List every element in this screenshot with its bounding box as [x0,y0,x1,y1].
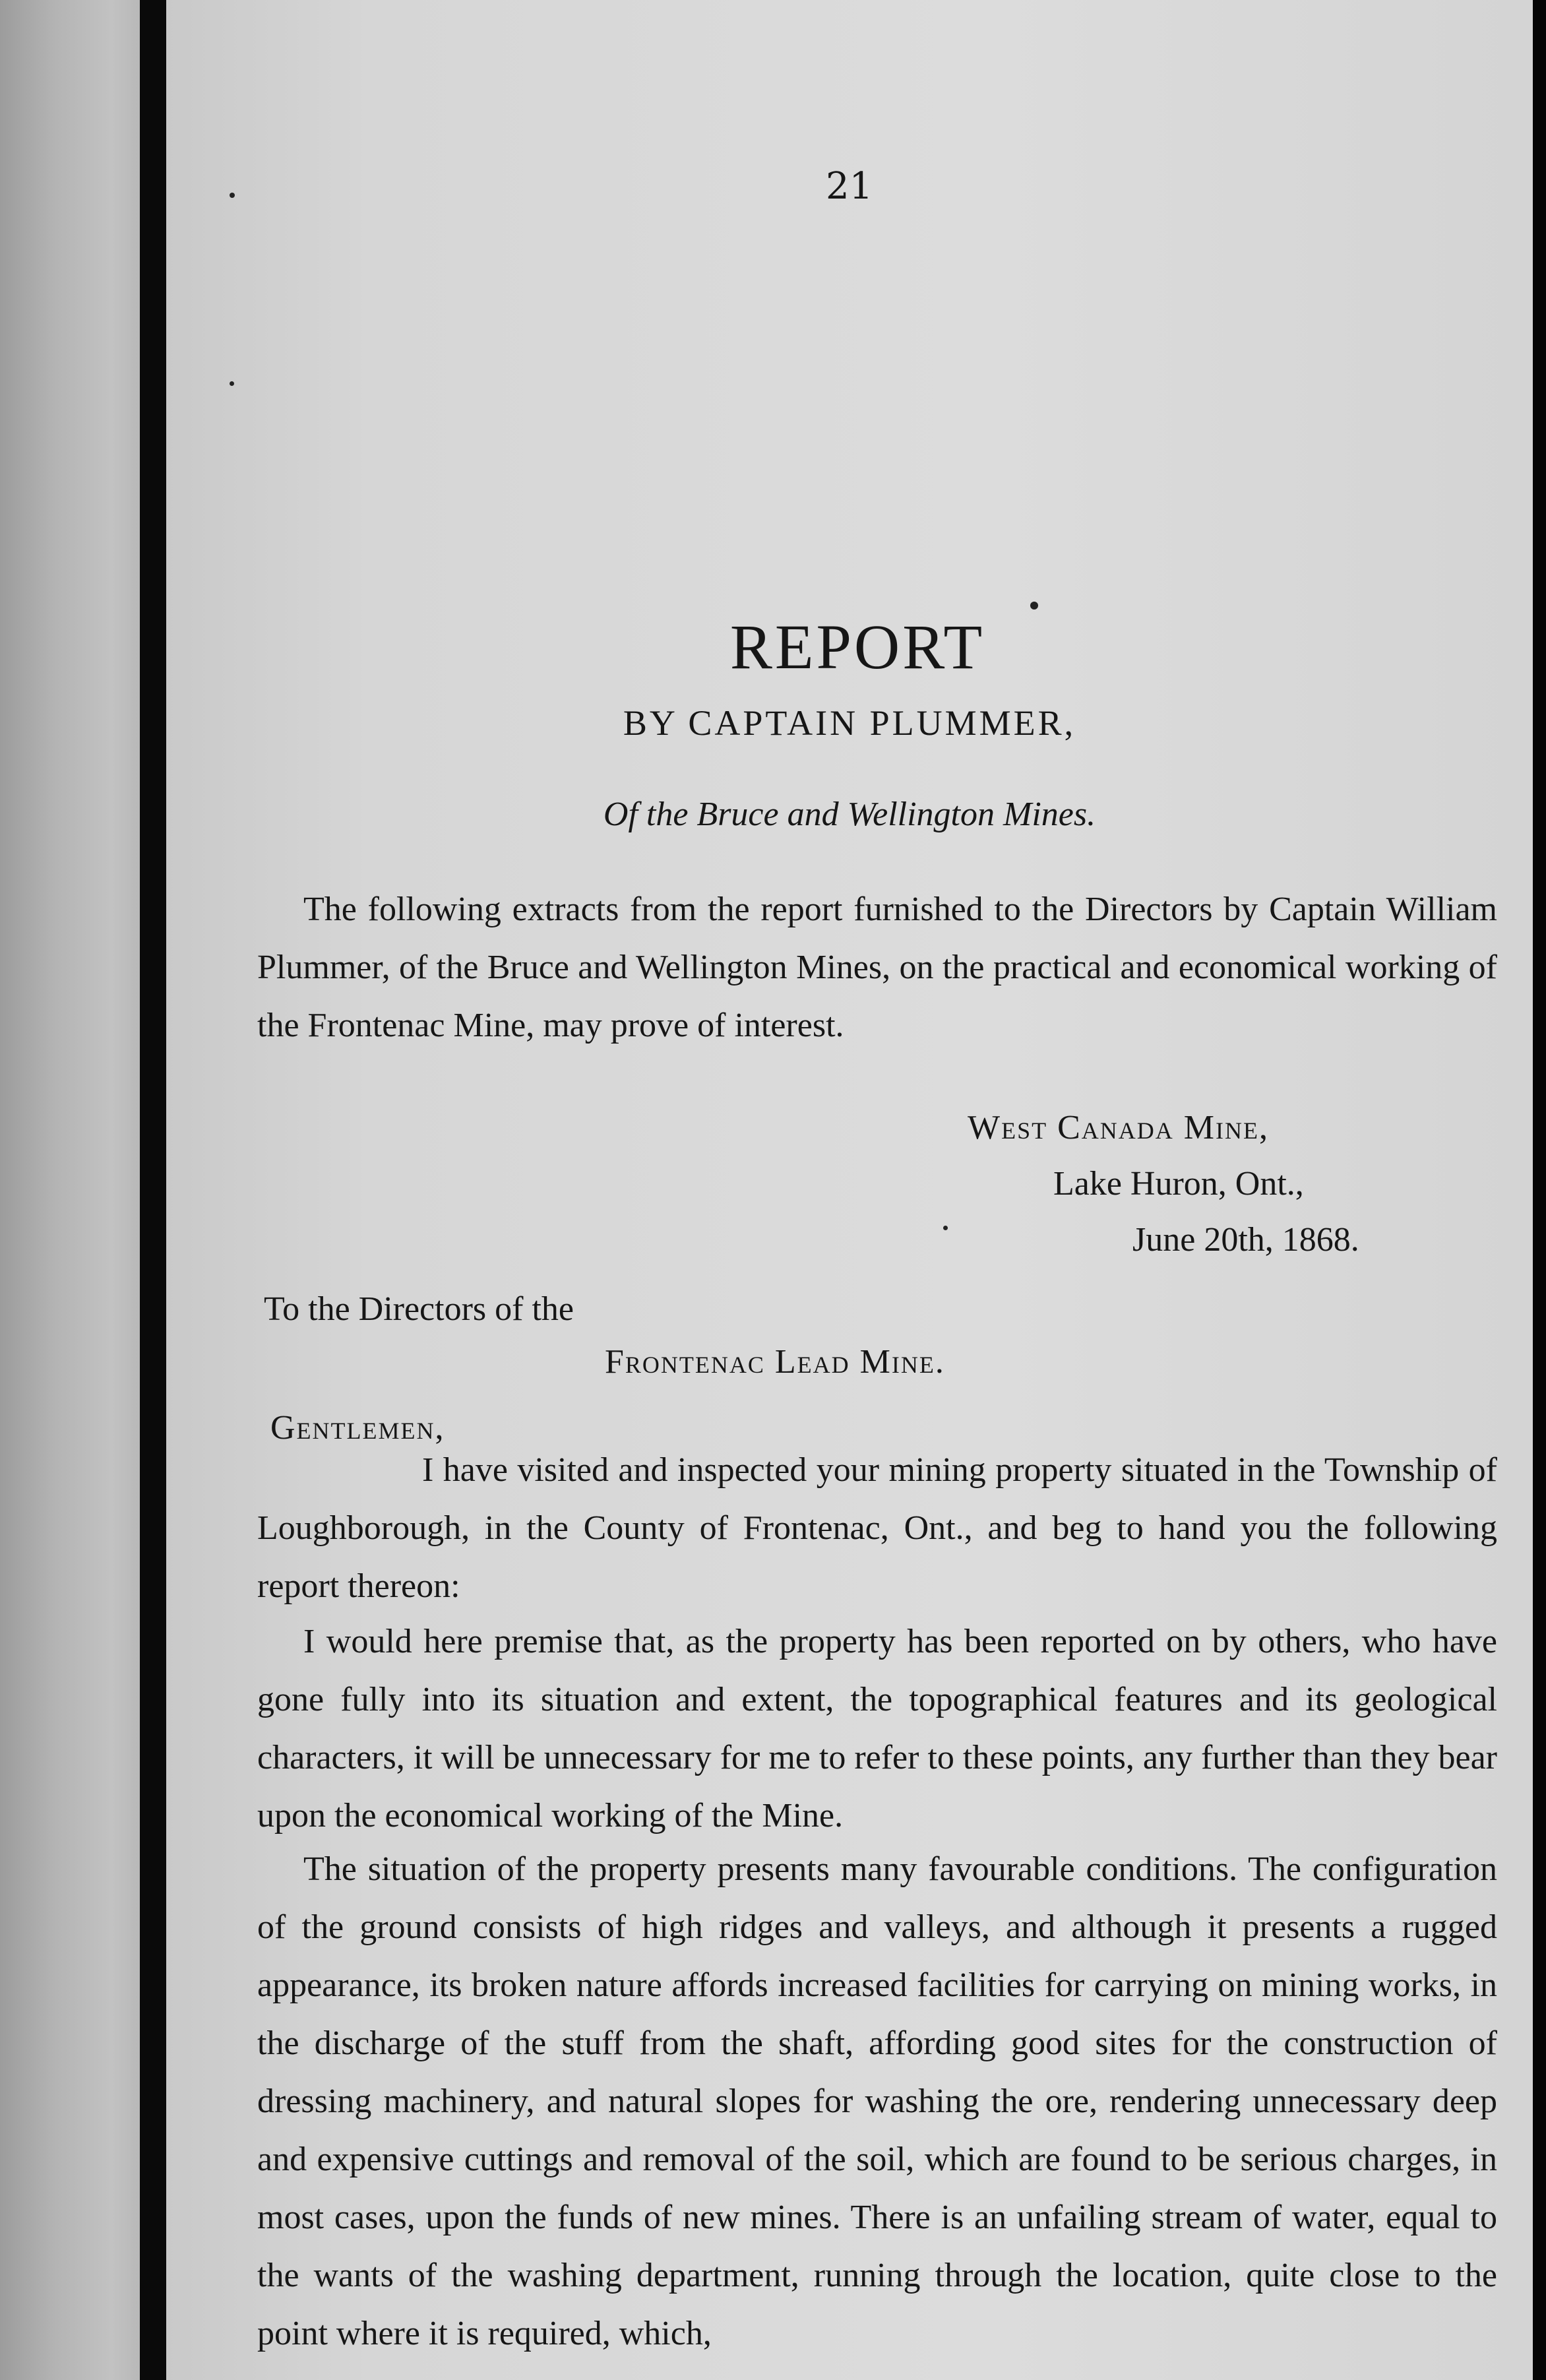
book-gutter [140,0,166,2380]
salutation: Gentlemen, [270,1409,445,1447]
print-speck [943,1226,948,1230]
print-speck [1030,602,1038,610]
report-title: REPORT [729,611,985,682]
scan-border [1533,0,1546,2380]
address-recipient: To the Directors of the [264,1290,574,1328]
page-number: 21 [826,165,873,208]
dateline-date: June 20th, 1868. [1132,1221,1359,1259]
body-paragraph-3: The situation of the property presents many favourable conditions. The configuration of the ground consists of high ridges and valleys, and although it presents a rugged appearance, its broken nature affords increased facilities for carrying on mining works, in the discharge of the stuff from the shaft, affording good sites for the construction of dressing machinery, and natural slopes for washing the ore, rendering unnecessary deep and expensive cuttings and removal of the soil, which are found to be serious charges, in most cases, upon the funds of new mines. There is an unfailing stream of water, equal to the wants of the washing department, running through the location, quite close to the point where it is required, which, [257,1850,1497,2352]
facing-page-edge [0,0,140,2380]
body-paragraph-2: I would here premise that, as the property has been reported on by others, who have gone fully into its situation and extent, the topographical features and its geological characters, it will be unnecessary for me to refer to these points, any further than they bear upon the economical working of the Mine. [257,1623,1497,1834]
report-author: BY CAPTAIN PLUMMER, [623,703,1076,743]
print-speck [230,193,235,198]
author-affiliation: Of the Bruce and Wellington Mines. [603,796,1096,833]
document-page [166,0,1533,2380]
intro-paragraph: The following extracts from the report furnished to the Directors by Captain William Plummer, of the Bruce and Wellington Mines, on the practical and economical working of the Frontenac Mine, may prove of interest. [257,891,1497,1044]
body-paragraph-1: I have visited and inspected your mining property situated in the Township of Loughborough, in the County of Frontenac, Ont., and beg to hand you the following report thereon: [257,1451,1497,1605]
print-speck [230,381,234,386]
dateline-place: West Canada Mine, [968,1109,1269,1146]
address-company: Frontenac Lead Mine. [605,1343,945,1381]
dateline-location: Lake Huron, Ont., [1053,1165,1304,1203]
